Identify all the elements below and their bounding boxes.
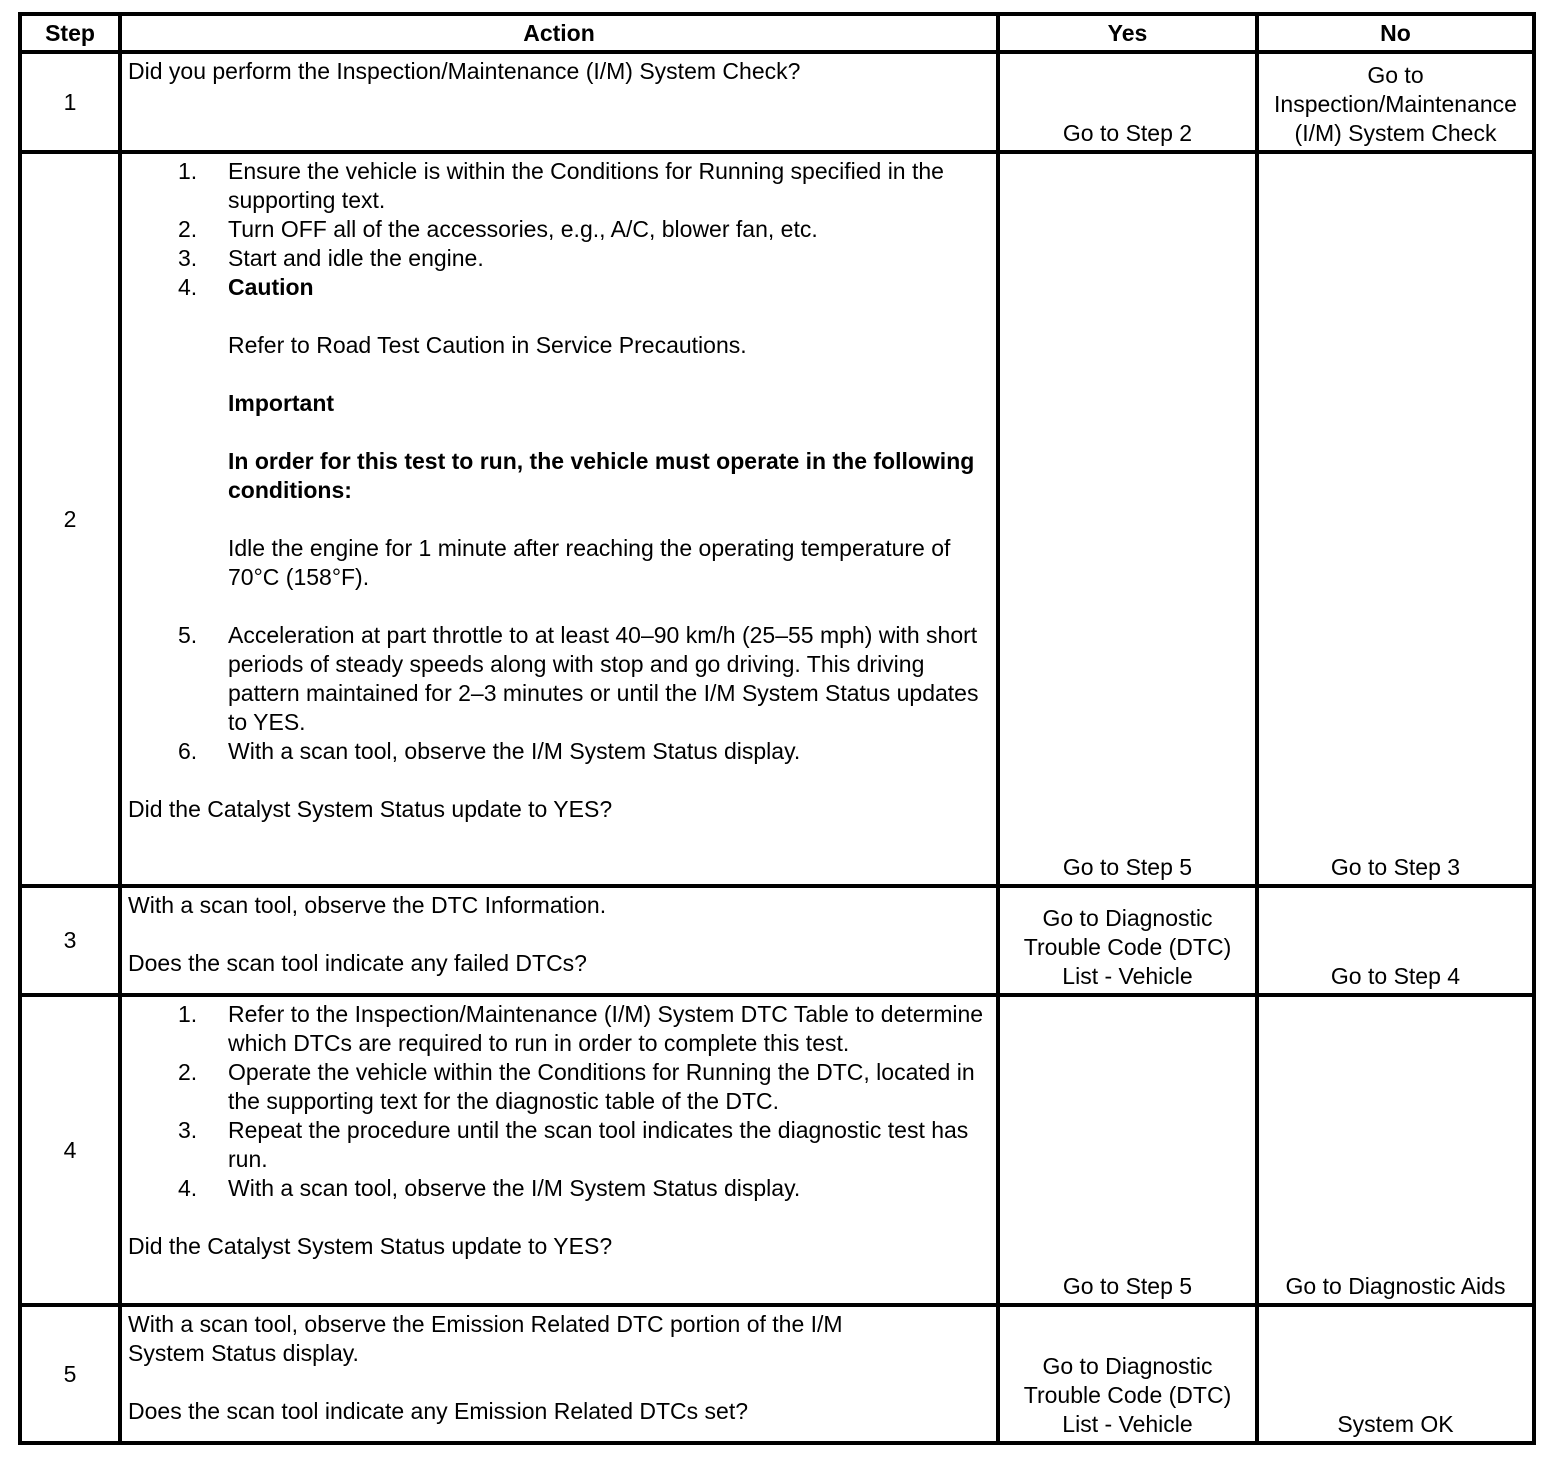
condition-text: Idle the engine for 1 minute after reaching the operating temperature of 70°C (158°F). bbox=[228, 535, 951, 590]
no-cell: Go to Diagnostic Aids bbox=[1257, 995, 1534, 1305]
step-number: 5 bbox=[20, 1305, 120, 1443]
list-item: 4. With a scan tool, observe the I/M System Status display. bbox=[178, 1175, 801, 1201]
list-item: 3. Repeat the procedure until the scan tool indicates the diagnostic test has run. bbox=[178, 1117, 969, 1172]
list-item: 3. Start and idle the engine. bbox=[178, 245, 484, 271]
table-row bbox=[20, 152, 1534, 886]
action-cell bbox=[120, 52, 998, 152]
step-number: 2 bbox=[20, 152, 120, 886]
no-cell: System OK bbox=[1257, 1305, 1534, 1443]
list-item: 4. Caution Refer to Road Test Caution in Service Precautions. Important In order for this test to run, the vehicle must operate in the following conditions: Idle the engine for 1 minute after reaching the operating temperature of 70°C (158°F). bbox=[128, 273, 988, 621]
list-item: 1. Ensure the vehicle is within the Conditions for Running specified in the supporting text. bbox=[178, 158, 944, 213]
yes-cell: Go to Step 5 bbox=[998, 152, 1257, 886]
action-question: Did the Catalyst System Status update to YES? bbox=[128, 1233, 613, 1259]
action-question: Did you perform the Inspection/Maintenance (I/M) System Check? bbox=[128, 58, 801, 84]
no-cell: Go to Step 3 bbox=[1257, 152, 1534, 886]
table-row bbox=[20, 995, 1534, 1305]
step-number: 4 bbox=[20, 995, 120, 1305]
action-instruction: With a scan tool, observe the DTC Information. bbox=[128, 892, 607, 918]
header-yes: Yes bbox=[998, 14, 1257, 52]
action-question: Does the scan tool indicate any Emission Related DTCs set? bbox=[128, 1398, 749, 1424]
important-text: In order for this test to run, the vehicle must operate in the following conditions: bbox=[228, 448, 975, 503]
list-item: 2. Turn OFF all of the accessories, e.g., A/C, blower fan, etc. bbox=[178, 216, 818, 242]
yes-cell: Go to Diagnostic Trouble Code (DTC) List - Vehicle bbox=[998, 886, 1257, 995]
yes-cell: Go to Step 2 bbox=[998, 52, 1257, 152]
table-row bbox=[20, 886, 1534, 995]
header-row bbox=[20, 14, 1534, 52]
yes-cell: Go to Diagnostic Trouble Code (DTC) List - Vehicle bbox=[998, 1305, 1257, 1443]
procedure-list bbox=[128, 157, 988, 766]
table-row bbox=[20, 1305, 1534, 1443]
action-cell bbox=[120, 995, 998, 1305]
table-row bbox=[20, 52, 1534, 152]
header-action: Action bbox=[120, 14, 998, 52]
important-label: Important bbox=[228, 390, 335, 416]
header-step: Step bbox=[20, 14, 120, 52]
no-cell: Go to Step 4 bbox=[1257, 886, 1534, 995]
action-cell bbox=[120, 152, 998, 886]
action-instruction: With a scan tool, observe the Emission Related DTC portion of the I/M System Status display. bbox=[128, 1311, 843, 1366]
no-cell: Go to Inspection/Maintenance (I/M) System Check bbox=[1257, 52, 1534, 152]
list-item: 5. Acceleration at part throttle to at least 40–90 km/h (25–55 mph) with short periods of steady speeds along with stop and go driving. This driving pattern maintained for 2–3 minutes or until the I/M System Status updates to YES. bbox=[178, 622, 979, 735]
action-question: Does the scan tool indicate any failed DTCs? bbox=[128, 950, 587, 976]
caution-label: Caution bbox=[228, 274, 314, 300]
list-item: 6. With a scan tool, observe the I/M System Status display. bbox=[178, 738, 801, 764]
action-question: Did the Catalyst System Status update to YES? bbox=[128, 796, 613, 822]
caution-text: Refer to Road Test Caution in Service Precautions. bbox=[228, 332, 747, 358]
yes-cell: Go to Step 5 bbox=[998, 995, 1257, 1305]
step-number: 3 bbox=[20, 886, 120, 995]
list-item: 1. Refer to the Inspection/Maintenance (I/M) System DTC Table to determine which DTCs are required to run in order to complete this test. bbox=[178, 1001, 984, 1056]
step-number: 1 bbox=[20, 52, 120, 152]
list-item: 2. Operate the vehicle within the Conditions for Running the DTC, located in the supporting text for the diagnostic table of the DTC. bbox=[178, 1059, 975, 1114]
header-no: No bbox=[1257, 14, 1534, 52]
action-cell bbox=[120, 1305, 998, 1443]
diagnostic-table bbox=[18, 12, 1536, 1445]
procedure-list bbox=[128, 1000, 988, 1203]
action-cell bbox=[120, 886, 998, 995]
